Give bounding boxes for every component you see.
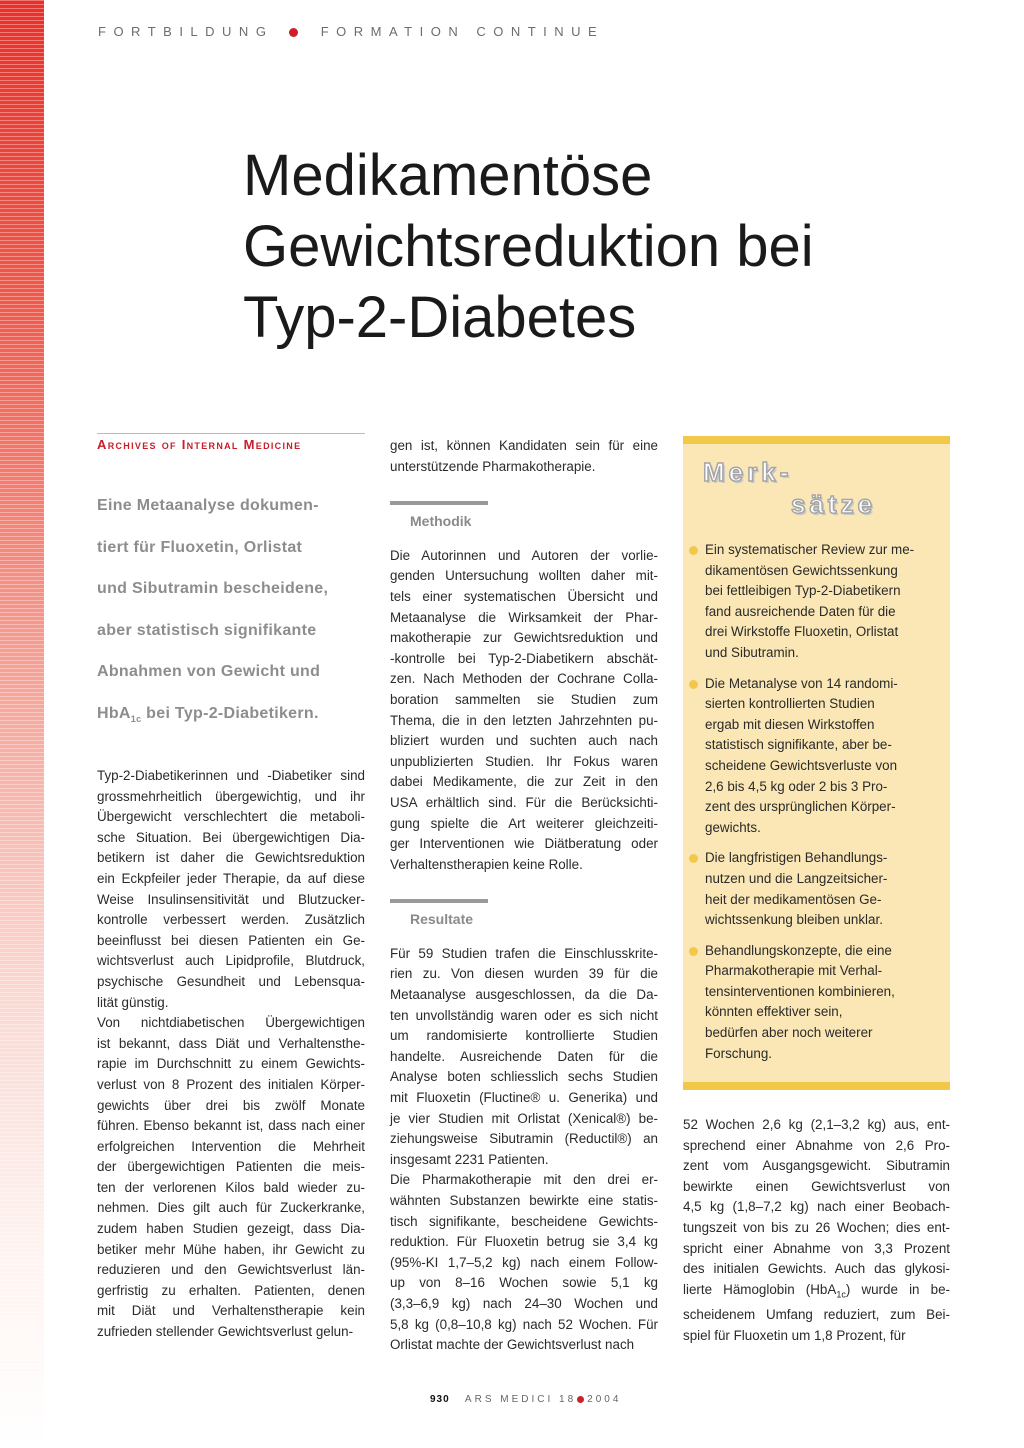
box-top-bar [683, 436, 950, 444]
text-line: Metaanalyse ausgeschlossen, da die Da- [390, 987, 658, 1003]
text-line: ergab mit diesen Wirkstoffen [705, 716, 875, 732]
text-line: ein Eckpfeiler jeder Therapie, da auf diese [97, 870, 365, 886]
heading-bar [390, 501, 488, 505]
text-line: bewirkte einen Gewichtsverlust von [683, 1178, 950, 1194]
text-line: dikamentösen Gewichtssenkung [705, 562, 898, 578]
text-line: gewichts. [705, 819, 761, 835]
text-line: erfolgreichen Intervention die Mehrheit [97, 1138, 365, 1154]
methodik-label: Methodik [410, 513, 472, 530]
text-line: spiel für Fluoxetin um 1,8 Prozent, für [683, 1327, 906, 1343]
text-line: Behandlungskonzepte, die eine [705, 942, 892, 958]
paragraph [97, 1013, 365, 1343]
page-footer [430, 1394, 621, 1405]
text-line: Die Autorinnen und Autoren der vorlie- [390, 547, 658, 563]
stripe-texture [0, 0, 44, 1448]
text-line: unterstützende Pharmakotherapie. [390, 458, 596, 474]
text-line: tisch signifikante, bescheidene Gewichts- [390, 1213, 658, 1229]
text-line: bliziert wurden und suchten auch nach [390, 733, 658, 749]
paragraph [683, 1115, 950, 1346]
bullet-dot-icon [689, 854, 698, 863]
text-line: Verhaltenstherapien keine Rolle. [390, 856, 583, 872]
text-line: heit der medikamentösen Ge- [705, 891, 882, 907]
text-line: 5,8 kg (0,8–10,8 kg) nach 52 Wochen. Für [390, 1316, 658, 1332]
text-line: Die langfristigen Behandlungs- [705, 850, 888, 866]
lead-line: Eine Metaanalyse dokumen- [97, 497, 319, 514]
text-line: wichtsverlust auch Lipidprofile, Blutdruck, [97, 953, 365, 969]
text-line: beeinflusst bei diesen Patienten ein Ge- [97, 932, 365, 948]
merksatz-item [689, 674, 947, 839]
text-line: genden Untersuchung wollten daher mit- [390, 568, 658, 584]
page-number: 930 [430, 1394, 450, 1405]
bullet-dot-icon [689, 947, 698, 956]
text-line: statistisch signifikante, aber be- [705, 737, 892, 753]
text-line: reduktion. Für Fluoxetin betrug sie 3,4 kg [390, 1234, 658, 1250]
resultate-label: Resultate [410, 911, 474, 928]
rubric-dot-icon [289, 28, 298, 37]
text-line: wichtssenkung bleiben unklar. [705, 912, 883, 928]
merksatz-item [689, 941, 947, 1065]
journal-name: ARS MEDICI 18 [464, 1394, 577, 1405]
text-line: Von nichtdiabetischen Übergewichtigen [97, 1015, 365, 1031]
text-line: nutzen und die Langzeitsicher- [705, 870, 888, 886]
text-line: rapie im Durchschnitt zu einem Gewichts- [97, 1056, 365, 1072]
paragraph [97, 766, 365, 1013]
text-line: Orlistat machte der Gewichtsverlust nach [390, 1337, 635, 1353]
text-line: sprechend einer Abnahme von 2,6 Pro- [683, 1137, 950, 1153]
merksatz-item [689, 848, 947, 930]
text-line: gung spielte die Art weiterer gleichzeiti- [390, 815, 658, 831]
lead-line: und Sibutramin bescheidene, [97, 580, 329, 597]
text-line: tensinterventionen kombinieren, [705, 983, 895, 999]
title-line: Gewichtsreduktion bei [243, 214, 814, 279]
text-line: spricht einer Abnahme von 3,3 Prozent [683, 1240, 950, 1256]
text-line: (3,3–6,9 kg) nach 24–30 Wochen und [390, 1295, 658, 1311]
methodik-heading [390, 501, 658, 532]
bullet-dot-icon [689, 546, 698, 555]
text-line: gewichts über drei bis zwölf Monate [97, 1097, 365, 1113]
source-rule [97, 433, 365, 434]
text-line: Für 59 Studien trafen die Einschlusskrite- [390, 945, 658, 961]
text-line: Analyse boten schliesslich sechs Studien [390, 1069, 658, 1085]
lead-line: tiert für Fluoxetin, Orlistat [97, 538, 303, 556]
text-line: handelte. Ausreichende Daten für die [390, 1048, 658, 1064]
text-line: insgesamt 2231 Patienten. [390, 1151, 549, 1167]
text-line: zudem haben Studien gezeigt, dass Dia- [97, 1221, 365, 1237]
lead-line: HbA$_{1c}$ bei Typ-2-Diabetikern. [97, 704, 319, 724]
text-line: Die Metanalyse von 14 randomi- [705, 675, 898, 691]
text-line: Thema, die in den letzten Jahrzehnten pu- [390, 712, 658, 728]
text-line: scheidenem Umfang reduziert, zum Bei- [683, 1307, 950, 1323]
text-line: gerfristig zu erhalten. Patienten, denen [97, 1282, 365, 1298]
text-line: ist bekannt, dass Diät und Verhaltensthe- [97, 1035, 365, 1051]
merksatz-text [705, 848, 947, 930]
text-line: wähnten Substanzen bewirkte eine statis- [390, 1193, 658, 1208]
rubric-right: FORMATION CONTINUE [320, 24, 605, 39]
merksatz-text [705, 540, 947, 664]
text-line: boration sammelten sie Studien zum [390, 691, 658, 707]
text-line: tels einer systematischen Übersicht und [390, 588, 658, 604]
bullet-dot-icon [689, 680, 698, 689]
resultate-heading [390, 899, 658, 930]
text-line: (95%-KI 1,7–5,2 kg) nach einem Follow- [390, 1254, 658, 1270]
text-line: drei Wirkstoffe Fluoxetin, Orlistat [705, 624, 899, 640]
text-line: -kontrolle bei Typ-2-Diabetikern abschät- [390, 650, 658, 666]
paragraph [390, 436, 658, 477]
text-line: verlust von 8 Prozent des initialen Körper- [97, 1076, 365, 1092]
text-line: nehmen. Dies gilt auch für Zuckerkranke, [97, 1200, 365, 1216]
text-line: 2,6 bis 4,5 kg oder 2 bis 3 Pro- [705, 778, 888, 794]
merksaetze-box [683, 436, 950, 1090]
text-line: betiker mehr Mühe haben, ihr Gewicht zu [97, 1241, 365, 1257]
text-line: Übergewicht verschlechtert die metaboli- [97, 809, 365, 825]
merk-title-line: sätze [791, 489, 877, 519]
text-line: rien zu. Von diesen wurden 39 für die [390, 966, 658, 982]
text-line: betikern ist daher die Gewichtsreduktion [97, 850, 365, 866]
text-line: up von 8–16 Wochen sowie 5,1 kg [390, 1275, 658, 1291]
text-line: mit Diät und Verhaltenstherapie kein [97, 1303, 365, 1319]
paragraph [390, 546, 658, 876]
text-line: ger Interventionen wie Diätberatung oder [390, 836, 658, 852]
text-line: grossmehrheitlich übergewichtig, und ihr [97, 788, 365, 804]
text-line: zufrieden stellender Gewichtsverlust gelun- [97, 1324, 354, 1340]
section-rubric [98, 24, 604, 39]
text-line: und Sibutramin. [705, 644, 799, 660]
text-line: ten der verlorenen Kilos bald wieder zu- [97, 1179, 365, 1195]
text-line: Forschung. [705, 1045, 772, 1061]
lead-line: Abnahmen von Gewicht und [97, 663, 321, 680]
text-line: Typ-2-Diabetikerinnen und -Diabetiker sind [97, 768, 365, 783]
title-line: Medikamentöse [243, 143, 653, 208]
lead-line: aber statistisch signifikante [97, 621, 317, 639]
box-bottom-bar [683, 1082, 950, 1090]
text-line: bei fettleibigen Typ-2-Diabetikern [705, 583, 901, 599]
text-line: des initialen Gewichts. Auch das glykosi- [683, 1261, 950, 1277]
text-line: USA erhältlich sind. Für die Berücksichti- [390, 794, 658, 810]
text-line: mit Fluoxetin (Fluctine® u. Generika) und [390, 1090, 658, 1106]
rubric-left: FORTBILDUNG [98, 24, 274, 39]
heading-bar [390, 899, 488, 903]
merksatz-text [705, 674, 947, 839]
text-line: lierte Hämoglobin (HbA$_{1c}$) wurde in be- [683, 1281, 950, 1300]
text-line: ziehungsweise Sibutramin (Reductil®) an [390, 1131, 658, 1147]
text-line: 52 Wochen 2,6 kg (2,1–3,2 kg) aus, ent- [683, 1117, 950, 1132]
lead-text [97, 485, 367, 740]
text-line: 4,5 kg (1,8–7,2 kg) nach einer Beobach- [683, 1199, 950, 1215]
text-line: scheidene Gewichtsverluste von [705, 757, 898, 773]
article-title [243, 140, 943, 353]
text-line: Die Pharmakotherapie mit den drei er- [390, 1172, 658, 1188]
text-line: unpublizierten Studien. Ihr Fokus waren [390, 753, 658, 769]
text-line: um randomisierte kontrollierte Studien [390, 1028, 658, 1044]
text-line: psychische Gesundheit und Lebensqua- [97, 973, 365, 989]
text-line: Ein systematischer Review zur me- [705, 542, 915, 557]
text-line: zent des ursprünglichen Körper- [705, 799, 896, 815]
text-line: zent vom Ausgangsgewicht. Sibutramin [683, 1158, 950, 1174]
text-line: dabei Medikamente, die zur Zeit in den [390, 774, 658, 790]
text-line: sche Situation. Bei übergewichtigen Dia- [97, 829, 365, 845]
text-line: Metaanalyse die Wirksamkeit der Phar- [390, 609, 658, 625]
journal-year: 2004 [587, 1394, 622, 1405]
text-line: makotherapie zur Gewichtsreduktion und [390, 630, 658, 646]
text-line: je vier Studien mit Orlistat (Xenical®) be- [390, 1110, 658, 1126]
text-line: lität günstig. [97, 994, 169, 1010]
text-line: gen ist, können Kandidaten sein für eine [390, 438, 658, 453]
text-line: bedürfen aber noch weiterer [705, 1025, 873, 1041]
footer-dot-icon [577, 1396, 584, 1403]
body-column-1 [97, 766, 365, 1343]
body-column-3 [683, 1115, 950, 1346]
paragraph [390, 1170, 658, 1355]
text-line: tungszeit von bis zu 26 Wochen; dies ent- [683, 1219, 950, 1235]
text-line: reduzieren und den Gewichtsverlust län- [97, 1262, 365, 1278]
text-line: fand ausreichende Daten für die [705, 603, 896, 619]
text-line: kontrolle verbessert werden. Zusätzlich [97, 912, 365, 928]
merksatz-item [689, 540, 947, 664]
merksaetze-title [703, 456, 876, 520]
merksatz-text [705, 941, 947, 1065]
text-line: ten unvollständig waren oder es sich nicht [390, 1007, 658, 1023]
text-line: zen. Nach Methoden der Cochrane Colla- [390, 671, 658, 687]
paragraph [390, 944, 658, 1171]
text-line: könnten effektiver sein, [705, 1004, 843, 1020]
text-line: sierten kontrollierten Studien [705, 696, 875, 712]
merksaetze-list [689, 540, 947, 1074]
text-line: der übergewichtigen Patienten die meis- [97, 1159, 365, 1175]
source-journal: Archives of Internal Medicine [97, 437, 302, 452]
merk-title-line: Merk- [703, 457, 793, 487]
text-line: Pharmakotherapie mit Verhal- [705, 963, 883, 979]
text-line: führen. Ebenso bekannt ist, dass nach einer [97, 1118, 365, 1134]
body-column-2 [390, 436, 658, 1356]
text-line: Weise Insulinsensitivität und Blutzucker- [97, 891, 365, 907]
title-line: Typ-2-Diabetes [243, 285, 637, 350]
